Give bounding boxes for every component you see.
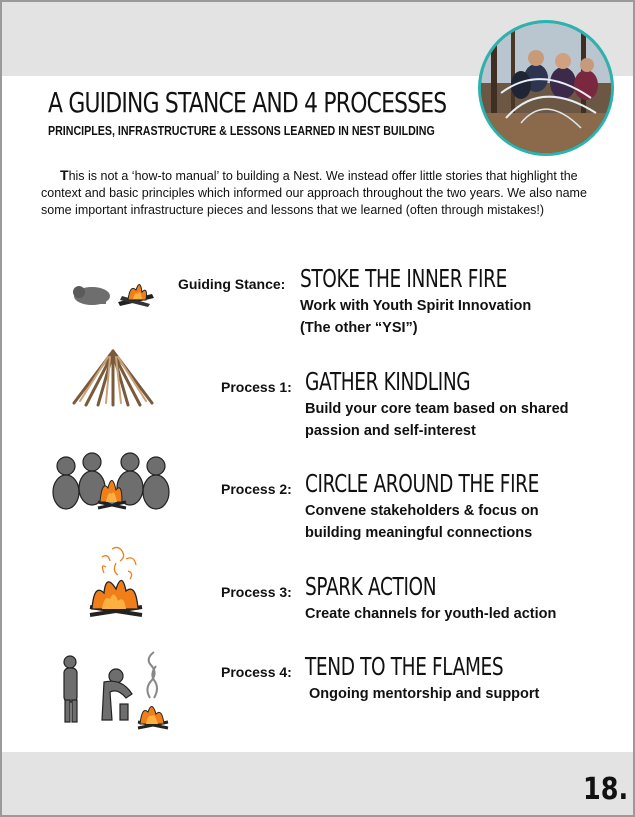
item-heading-process-2: CIRCLE AROUND THE FIRE bbox=[305, 469, 539, 498]
item-label-process-1: Process 1: bbox=[221, 379, 292, 395]
intro-paragraph bbox=[41, 167, 597, 219]
page-number: 18. bbox=[583, 772, 629, 807]
group-photo bbox=[478, 20, 614, 156]
item-label-process-4: Process 4: bbox=[221, 664, 292, 680]
intro-text: his is not a ‘how-to manual’ to building a Nest. We instead offer little stories that highlight the context and basic principles which informed our approach throughout the two years. We also name some important infrastructure pieces and lessons that we learned (often through mistakes!) bbox=[41, 169, 587, 217]
item-heading-guiding-stance: STOKE THE INNER FIRE bbox=[300, 264, 507, 293]
item-desc-process-2-line2: building meaningful connections bbox=[305, 525, 533, 541]
item-heading-process-1: GATHER KINDLING bbox=[305, 367, 471, 396]
item-label-process-2: Process 2: bbox=[221, 481, 292, 497]
kindling-pile-icon bbox=[68, 347, 158, 407]
item-label-process-3: Process 3: bbox=[221, 584, 292, 600]
kneeling-figure-with-fire-icon bbox=[70, 272, 160, 308]
intro-dropcap: T bbox=[60, 167, 69, 183]
item-label-guiding-stance: Guiding Stance: bbox=[178, 276, 286, 292]
item-desc-process-1-line1: Build your core team based on shared bbox=[305, 401, 569, 417]
item-desc-guiding-stance-line2: (The other “YSI”) bbox=[300, 320, 418, 336]
item-desc-process-1-line2: passion and self-interest bbox=[305, 423, 476, 439]
people-around-fire-icon bbox=[52, 450, 170, 512]
flames-sparks-icon bbox=[82, 543, 150, 625]
item-desc-process-2-line1: Convene stakeholders & focus on bbox=[305, 503, 539, 519]
item-heading-process-4: TEND TO THE FLAMES bbox=[305, 652, 504, 681]
item-desc-guiding-stance-line1: Work with Youth Spirit Innovation bbox=[300, 298, 532, 314]
mentor-tending-fire-icon bbox=[60, 648, 172, 730]
page-title: A GUIDING STANCE AND 4 PROCESSES bbox=[48, 86, 447, 119]
item-heading-process-3: SPARK ACTION bbox=[305, 572, 437, 601]
item-desc-process-4-line1: Ongoing mentorship and support bbox=[309, 686, 540, 702]
footer-band bbox=[2, 752, 633, 815]
item-desc-process-3-line1: Create channels for youth-led action bbox=[305, 606, 557, 622]
page-subtitle: PRINCIPLES, INFRASTRUCTURE & LESSONS LEARNED IN NEST BUILDING bbox=[48, 123, 435, 138]
